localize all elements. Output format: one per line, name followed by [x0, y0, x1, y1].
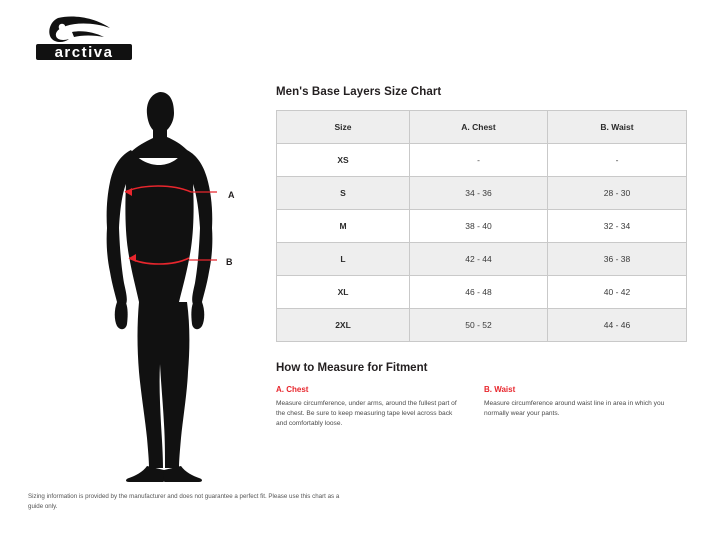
measure-item-waist — [484, 385, 686, 430]
table-row — [277, 243, 687, 276]
column-header-chest: A. Chest — [410, 111, 548, 144]
cell-size: M — [277, 210, 410, 243]
arctiva-logo — [26, 14, 136, 72]
waist-measure-line — [95, 88, 260, 483]
measure-item-chest — [276, 385, 478, 430]
measure-body-chest: Measure circumference, under arms, around the fullest part of the chest. Be sure to keep measuring tape level across back and comfortably loose. — [276, 400, 457, 428]
callout-label-b: B — [226, 257, 233, 267]
cell-chest: 50 - 52 — [410, 309, 548, 342]
size-chart-panel — [276, 86, 686, 430]
cell-chest: 38 - 40 — [410, 210, 548, 243]
column-header-waist: B. Waist — [548, 111, 687, 144]
cell-chest: 42 - 44 — [410, 243, 548, 276]
page-title: Men's Base Layers Size Chart — [276, 86, 442, 98]
logo-wordmark: arctiva — [54, 44, 114, 61]
table-row — [277, 276, 687, 309]
cell-size: XL — [277, 276, 410, 309]
cell-size: S — [277, 177, 410, 210]
table-header-row — [277, 111, 687, 144]
table-row — [277, 210, 687, 243]
cell-waist: 32 - 34 — [548, 210, 687, 243]
cell-chest: - — [410, 144, 548, 177]
disclaimer-text: Sizing information is provided by the manufacturer and does not guarantee a perfect fit. Please use this chart as a guide only. — [28, 493, 340, 510]
measure-body-waist: Measure circumference around waist line in area in which you normally wear your pants. — [484, 400, 665, 418]
measure-heading-waist: B. Waist — [484, 385, 516, 394]
table-row — [277, 177, 687, 210]
measure-instructions — [276, 385, 686, 430]
table-row — [277, 309, 687, 342]
cell-size: XS — [277, 144, 410, 177]
cell-waist: 36 - 38 — [548, 243, 687, 276]
cell-waist: 40 - 42 — [548, 276, 687, 309]
cell-chest: 34 - 36 — [410, 177, 548, 210]
cell-size: L — [277, 243, 410, 276]
table-row — [277, 144, 687, 177]
cell-waist: 44 - 46 — [548, 309, 687, 342]
column-header-size: Size — [277, 111, 410, 144]
cell-waist: 28 - 30 — [548, 177, 687, 210]
cell-waist: - — [548, 144, 687, 177]
cell-size: 2XL — [277, 309, 410, 342]
size-chart-table — [276, 110, 687, 342]
male-body-silhouette — [95, 88, 260, 483]
measure-section-title: How to Measure for Fitment — [276, 362, 428, 374]
cell-chest: 46 - 48 — [410, 276, 548, 309]
measure-heading-chest: A. Chest — [276, 385, 309, 394]
callout-label-a: A — [228, 190, 235, 200]
